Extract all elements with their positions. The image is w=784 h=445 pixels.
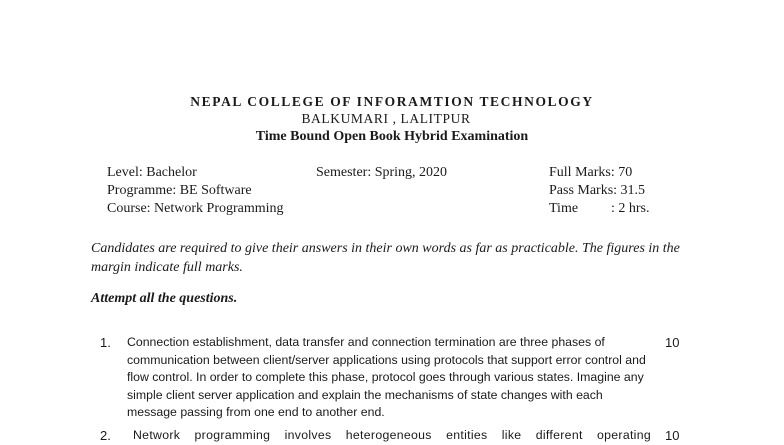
pass-marks-field: Pass Marks: 31.5 <box>549 183 646 198</box>
college-address: BALKUMARI , LALITPUR <box>301 111 471 126</box>
course-field: Course: Network Programming <box>107 201 284 216</box>
question-text: Network programming involves heterogeneous entities like different operating <box>133 428 651 442</box>
question-number: 2. <box>100 428 111 443</box>
question-marks: 10 <box>665 335 680 350</box>
exam-title: Time Bound Open Book Hybrid Examination <box>255 129 529 144</box>
instructions-text: Candidates are required to give their answers in their own words as far as practicable. The figures in the margin indicate full marks. <box>91 241 680 275</box>
attempt-all-heading: Attempt all the questions. <box>91 291 238 306</box>
programme-field: Programme: BE Software <box>107 183 252 198</box>
college-name: NEPAL COLLEGE OF INFORAMTION TECHNOLOGY <box>190 94 594 109</box>
question-number: 1. <box>100 335 111 350</box>
question-marks: 10 <box>665 428 680 443</box>
question-text: Connection establishment, data transfer and connection termination are three phases of communication between client/server applications using protocols that support error control and flow control. In order to complete this phase, protocol goes through various states. Imagine any simple client server application and explain the mechanisms of state changes with each message passing from one end to another end. <box>127 335 646 419</box>
time-label: Time <box>549 201 579 216</box>
time-value: : 2 hrs. <box>611 201 650 216</box>
semester-field: Semester: Spring, 2020 <box>316 165 448 180</box>
full-marks-field: Full Marks: 70 <box>549 165 633 180</box>
level-field: Level: Bachelor <box>107 165 197 180</box>
